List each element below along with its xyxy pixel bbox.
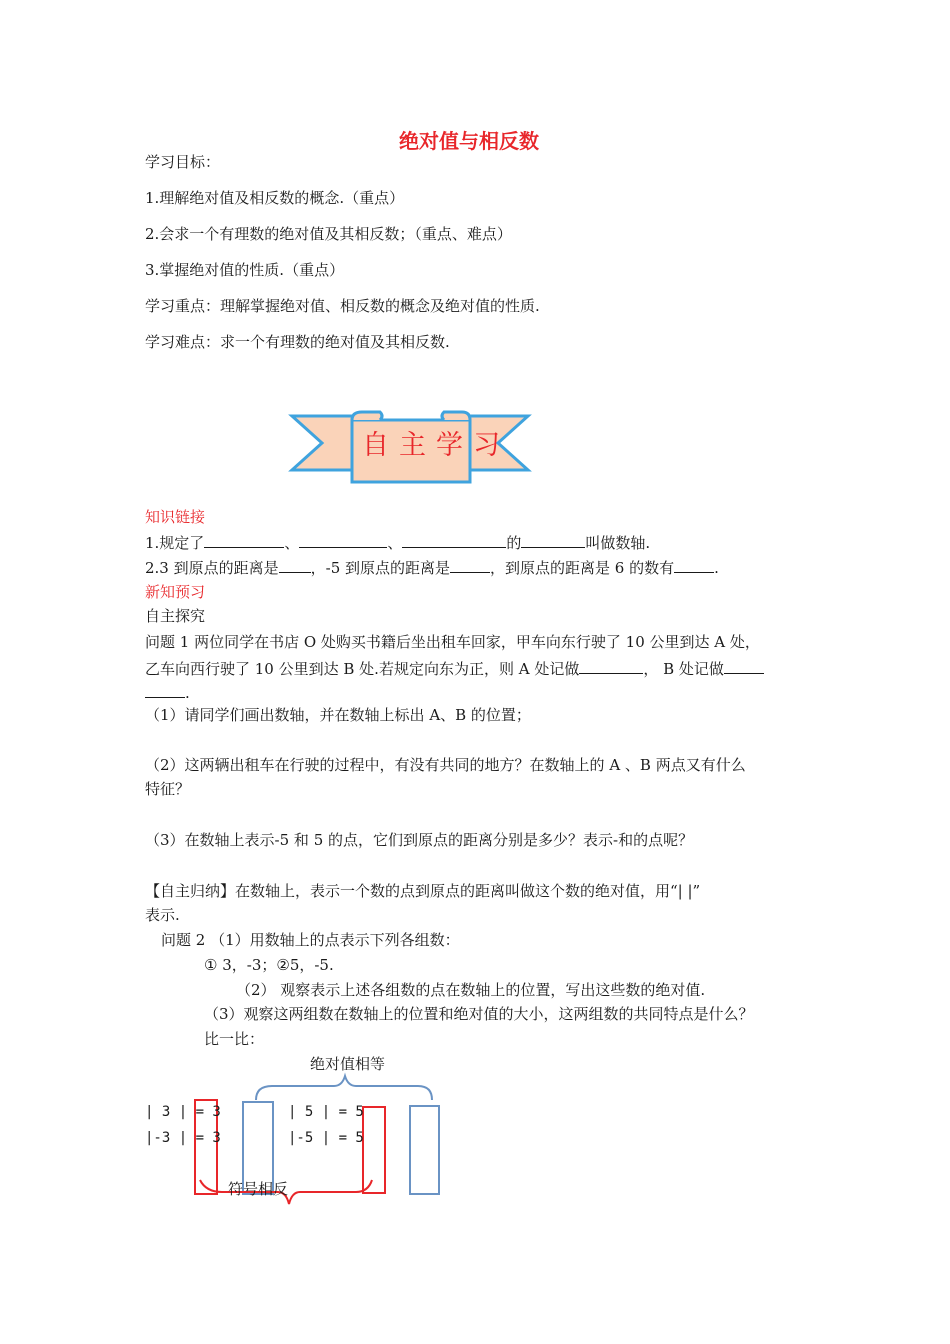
explore-heading: 自主探究 <box>145 607 206 625</box>
objective-item-1: 1.理解绝对值及相反数的概念.（重点） <box>145 189 405 207</box>
problem1-line3 <box>145 682 190 703</box>
opposite-sign-label: 符号相反 <box>228 1180 289 1198</box>
knowledge-q2 <box>145 557 719 578</box>
objective-item-2: 2.会求一个有理数的绝对值及其相反数；（重点、难点） <box>145 225 512 243</box>
page-title: 绝对值与相反数 <box>399 129 539 153</box>
q1-sep2: 、 <box>387 534 403 552</box>
sub-question-2-line1: （2）这两辆出租车在行驶的过程中，有没有共同的地方？在数轴上的 A 、B 两点又有什么 <box>145 756 746 774</box>
problem2-line4: （3）观察这两组数在数轴上的位置和绝对值的大小，这两组数的共同特点是什么？ <box>204 1005 754 1023</box>
blank <box>724 658 764 674</box>
sub-question-1: （1）请同学们画出数轴，并在数轴上标出 A、B 的位置； <box>145 706 531 724</box>
top-brace <box>256 1076 432 1100</box>
q1-suffix: 叫做数轴. <box>585 534 651 552</box>
difficulty: 学习难点：求一个有理数的绝对值及其相反数. <box>145 333 450 351</box>
q2-part4: . <box>714 559 719 577</box>
blank <box>674 557 714 573</box>
blank <box>145 682 185 698</box>
row1-right: | 5 | = 5 <box>288 1104 364 1120</box>
key-point: 学习重点：理解掌握绝对值、相反数的概念及绝对值的性质. <box>145 297 540 315</box>
knowledge-link-heading: 知识链接 <box>145 508 206 526</box>
blank <box>521 532 585 548</box>
row1-left: | 3 | = 3 <box>145 1104 221 1120</box>
banner-label: 自主学习 <box>362 430 510 461</box>
red-box-right <box>363 1107 385 1193</box>
sub-question-2-line2: 特征？ <box>145 780 191 798</box>
problem2-line2: ① 3，-3；②5，-5. <box>204 956 334 974</box>
absolute-equal-label: 绝对值相等 <box>310 1055 386 1073</box>
blank <box>450 557 490 573</box>
preview-heading: 新知预习 <box>145 583 206 601</box>
objectives-heading: 学习目标： <box>145 153 221 171</box>
problem1-line2 <box>145 658 764 679</box>
problem1-text-b: ， B 处记做 <box>643 660 724 678</box>
blank <box>579 658 643 674</box>
row2-left: |-3 | = 3 <box>145 1130 221 1146</box>
blank <box>204 532 284 548</box>
q1-sep1: 、 <box>284 534 300 552</box>
q2-part3: ，到原点的距离是 6 的数有 <box>490 559 675 577</box>
blank <box>279 557 311 573</box>
q2-part1: 2.3 到原点的距离是 <box>145 559 279 577</box>
blank <box>299 532 387 548</box>
problem1-line1: 问题 1 两位同学在书店 O 处购买书籍后坐出租车回家，甲车向东行驶了 10 公里到达 A 处， <box>145 633 760 651</box>
problem1-text-a: 乙车向西行驶了 10 公里到达 B 处.若规定向东为正，则 A 处记做 <box>145 660 580 678</box>
objective-item-3: 3.掌握绝对值的性质.（重点） <box>145 261 345 279</box>
q1-mid: 的 <box>506 534 522 552</box>
knowledge-q1 <box>145 532 650 553</box>
sub-question-3: （3）在数轴上表示-5 和 5 的点，它们到原点的距离分别是多少？表示-和的点呢？ <box>145 831 694 849</box>
problem2-line1: 问题 2 （1）用数轴上的点表示下列各组数： <box>161 931 460 949</box>
blank <box>402 532 506 548</box>
problem2-line5: 比一比： <box>204 1030 265 1048</box>
blue-box-right <box>410 1106 439 1194</box>
row2-right: |-5 | = 5 <box>288 1130 364 1146</box>
problem1-end: . <box>185 684 190 702</box>
q1-prefix: 1.规定了 <box>145 534 205 552</box>
q2-part2: ，-5 到原点的距离是 <box>310 559 451 577</box>
problem2-line3: （2） 观察表示上述各组数的点在数轴上的位置，写出这些数的绝对值. <box>236 981 706 999</box>
summary-line2: 表示. <box>145 906 180 924</box>
summary-line1: 【自主归纳】在数轴上，表示一个数的点到原点的距离叫做这个数的绝对值，用“| |” <box>145 882 701 900</box>
